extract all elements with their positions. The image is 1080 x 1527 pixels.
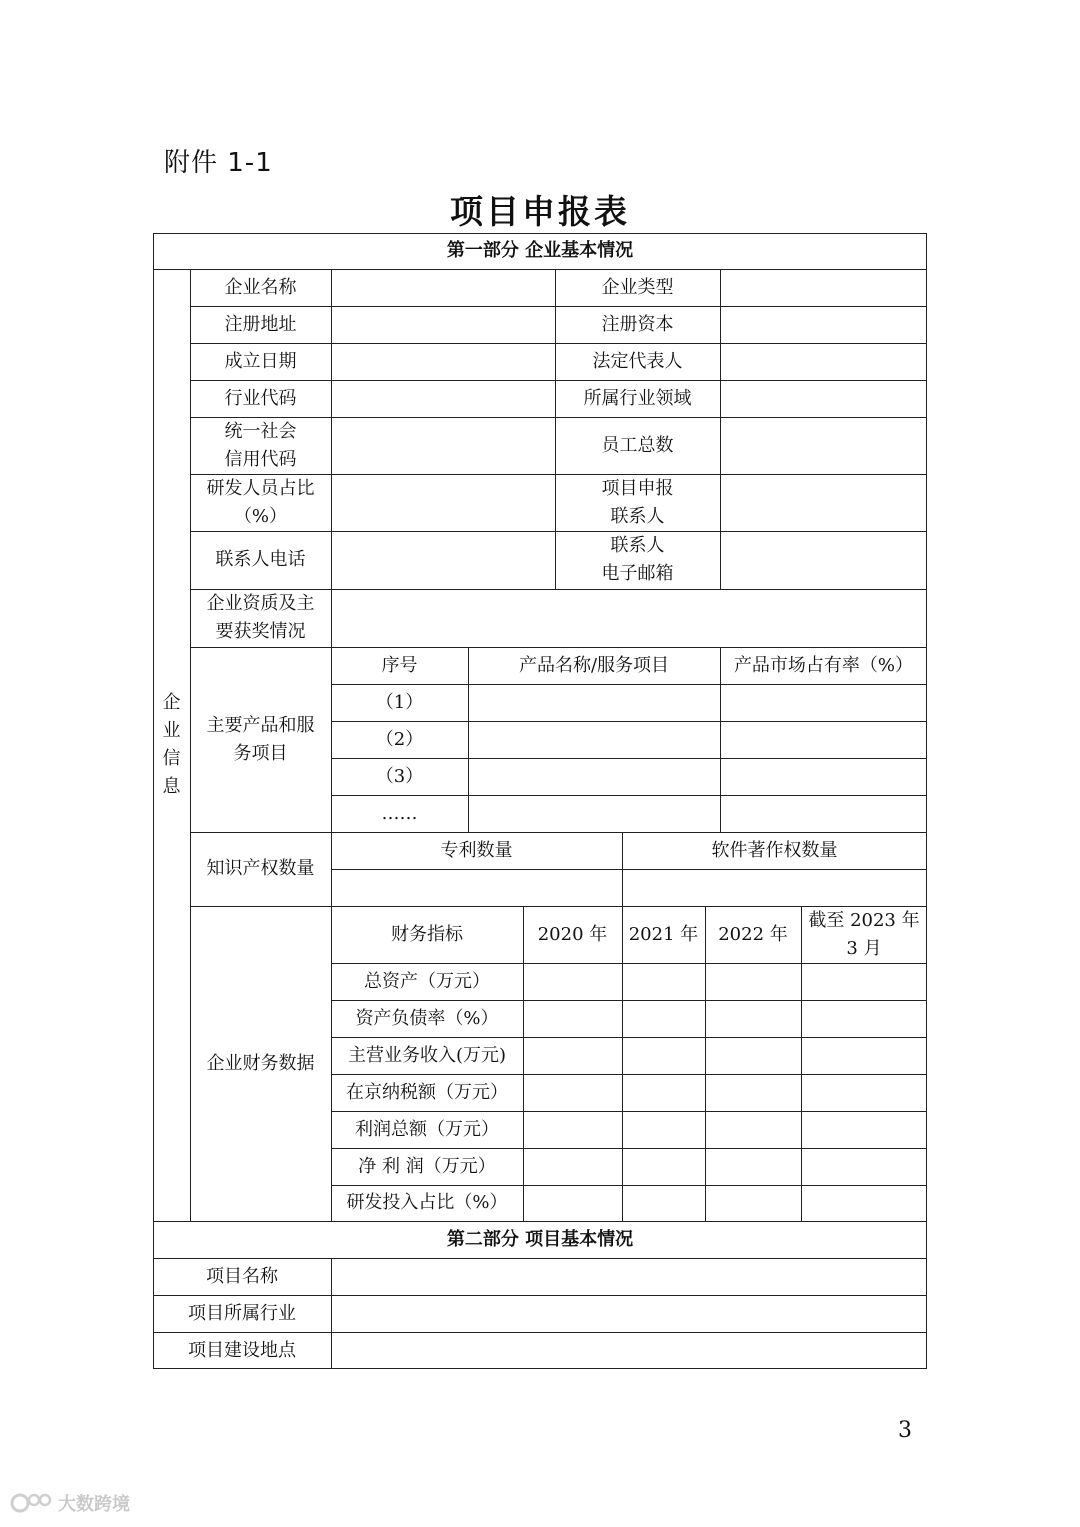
products-header-index: 序号 (381, 654, 418, 676)
field-qualifications[interactable] (331, 589, 927, 647)
product-row-index: …… (381, 802, 418, 824)
product-row-index: （2） (375, 728, 424, 750)
label-industry-code: 行业代码 (224, 387, 297, 409)
company-info-side-label: 企 业 信 息 (162, 692, 181, 797)
part1-heading: 第一部分 企业基本情况 (446, 240, 634, 261)
label-company-name: 企业名称 (224, 276, 297, 298)
page-number: 3 (898, 1418, 912, 1443)
field-industry-code[interactable] (331, 380, 555, 417)
label-legal-rep: 法定代表人 (592, 350, 683, 372)
field-legal-rep[interactable] (720, 343, 927, 380)
field-reg-address[interactable] (331, 306, 555, 343)
label-project-location: 项目建设地点 (188, 1339, 296, 1361)
watermark-text: 大数跨境 (58, 1494, 130, 1515)
field-contact-person[interactable] (720, 474, 927, 531)
field-patent-count[interactable] (331, 869, 622, 906)
label-reg-capital: 注册资本 (601, 313, 674, 335)
field-rd-ratio[interactable] (331, 474, 555, 531)
field-employees[interactable] (720, 417, 927, 474)
finance-header-2023-march: 截至 2023 年 3 月 (808, 909, 920, 959)
label-project-industry: 项目所属行业 (188, 1302, 296, 1324)
field-contact-phone[interactable] (331, 531, 555, 589)
label-project-name: 项目名称 (206, 1265, 278, 1287)
watermark-logo-icon (10, 1492, 52, 1514)
finance-header-indicator: 财务指标 (391, 923, 463, 945)
finance-row-label: 资产负债率（%） (355, 1007, 499, 1029)
field-company-name[interactable] (331, 269, 555, 306)
part2-heading: 第二部分 项目基本情况 (446, 1228, 634, 1250)
label-finance-data: 企业财务数据 (206, 1052, 315, 1074)
label-rd-ratio: 研发人员占比 （%） (206, 477, 315, 527)
label-credit-code: 统一社会 信用代码 (224, 420, 297, 470)
field-company-type[interactable] (720, 269, 927, 306)
label-company-type: 企业类型 (601, 276, 674, 298)
finance-header-2021: 2021 年 (628, 923, 699, 945)
finance-row-label: 利润总额（万元） (355, 1118, 499, 1140)
finance-row-label: 主营业务收入(万元) (347, 1044, 507, 1066)
attachment-label: 附件 1-1 (164, 148, 273, 178)
label-industry-field: 所属行业领域 (583, 387, 692, 409)
field-project-location[interactable] (331, 1332, 927, 1369)
label-contact-email: 联系人 电子邮箱 (601, 535, 674, 584)
label-employees: 员工总数 (601, 434, 674, 456)
form-title: 项目申报表 (450, 192, 630, 231)
field-reg-capital[interactable] (720, 306, 927, 343)
finance-row-label: 在京纳税额（万元） (346, 1081, 508, 1103)
label-founded-date: 成立日期 (224, 350, 297, 372)
field-credit-code[interactable] (331, 417, 555, 474)
ip-header-patents: 专利数量 (440, 839, 513, 861)
field-project-industry[interactable] (331, 1295, 927, 1332)
label-contact-phone: 联系人电话 (215, 549, 306, 570)
label-contact-person: 项目申报 联系人 (601, 477, 674, 527)
finance-header-2020: 2020 年 (537, 923, 608, 945)
label-reg-address: 注册地址 (224, 313, 297, 335)
field-contact-email[interactable] (720, 531, 927, 589)
finance-header-2022: 2022 年 (718, 923, 788, 945)
label-qualifications: 企业资质及主 要获奖情况 (206, 593, 315, 642)
ip-header-software: 软件著作权数量 (711, 839, 838, 861)
label-ip-count: 知识产权数量 (206, 858, 315, 879)
finance-row-label: 总资产（万元） (364, 970, 490, 992)
finance-row-label: 研发投入占比（%） (346, 1192, 508, 1213)
watermark (10, 1490, 130, 1516)
product-row-index: （3） (375, 765, 424, 787)
label-main-products: 主要产品和服 务项目 (206, 714, 315, 764)
field-industry-field[interactable] (720, 380, 927, 417)
field-founded-date[interactable] (331, 343, 555, 380)
products-header-name: 产品名称/服务项目 (518, 654, 670, 676)
field-software-count[interactable] (622, 869, 927, 906)
field-project-name[interactable] (331, 1258, 927, 1295)
finance-row-label: 净 利 润（万元） (358, 1155, 496, 1177)
products-header-share: 产品市场占有率（%） (733, 654, 914, 676)
product-row-index: （1） (375, 691, 424, 713)
